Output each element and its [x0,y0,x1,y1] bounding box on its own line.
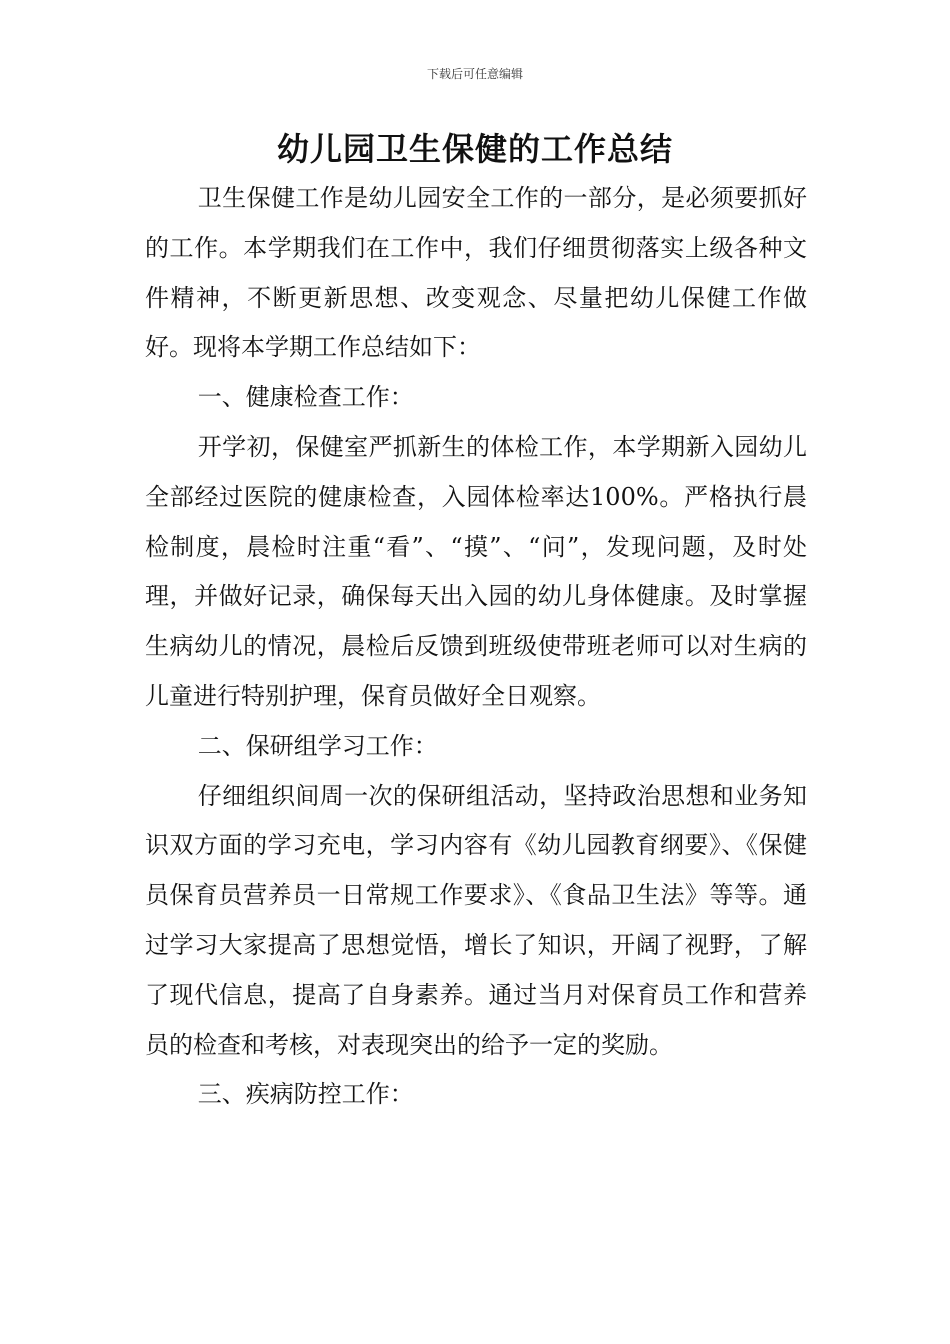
document-title: 幼儿园卫生保健的工作总结 [276,130,673,168]
health-check-paragraph: 开学初，保健室严抓新生的体检工作，本学期新入园幼儿全部经过医院的健康检查，入园体检率达100%。严格执行晨检制度，晨检时注重“看”、“摸”、“问”，发现问题，及时处理，并做好记录，确保每天出入园的幼儿身体健康。及时掌握生病幼儿的情况，晨检后反馈到班级使带班老师可以对生病的儿童进行特别护理，保育员做好全日观察。 [145,432,807,710]
section-heading-health-check: 一、健康检查工作： [197,383,414,412]
document-body [145,174,807,1120]
intro-paragraph: 卫生保健工作是幼儿园安全工作的一部分，是必须要抓好的工作。本学期我们在工作中，我们仔细贯彻落实上级各种文件精神，不断更新思想、改变观念、尽量把幼儿保健工作做好。现将本学期工作总结如下： [145,184,807,362]
study-paragraph: 仔细组织间周一次的保研组活动，坚持政治思想和业务知识双方面的学习充电，学习内容有《幼儿园教育纲要》、《保健员保育员营养员一日常规工作要求》、《食品卫生法》等等。通过学习大家提高了思想觉悟，增长了知识，开阔了视野，了解了现代信息，提高了自身素养。通过当月对保育员工作和营养员的检查和考核，对表现突出的给予一定的奖励。 [145,781,807,1059]
header-note: 下载后可任意编辑 [426,67,523,81]
section-heading-study: 二、保研组学习工作： [197,731,438,760]
section-heading-disease-control: 三、疾病防控工作： [197,1080,414,1109]
